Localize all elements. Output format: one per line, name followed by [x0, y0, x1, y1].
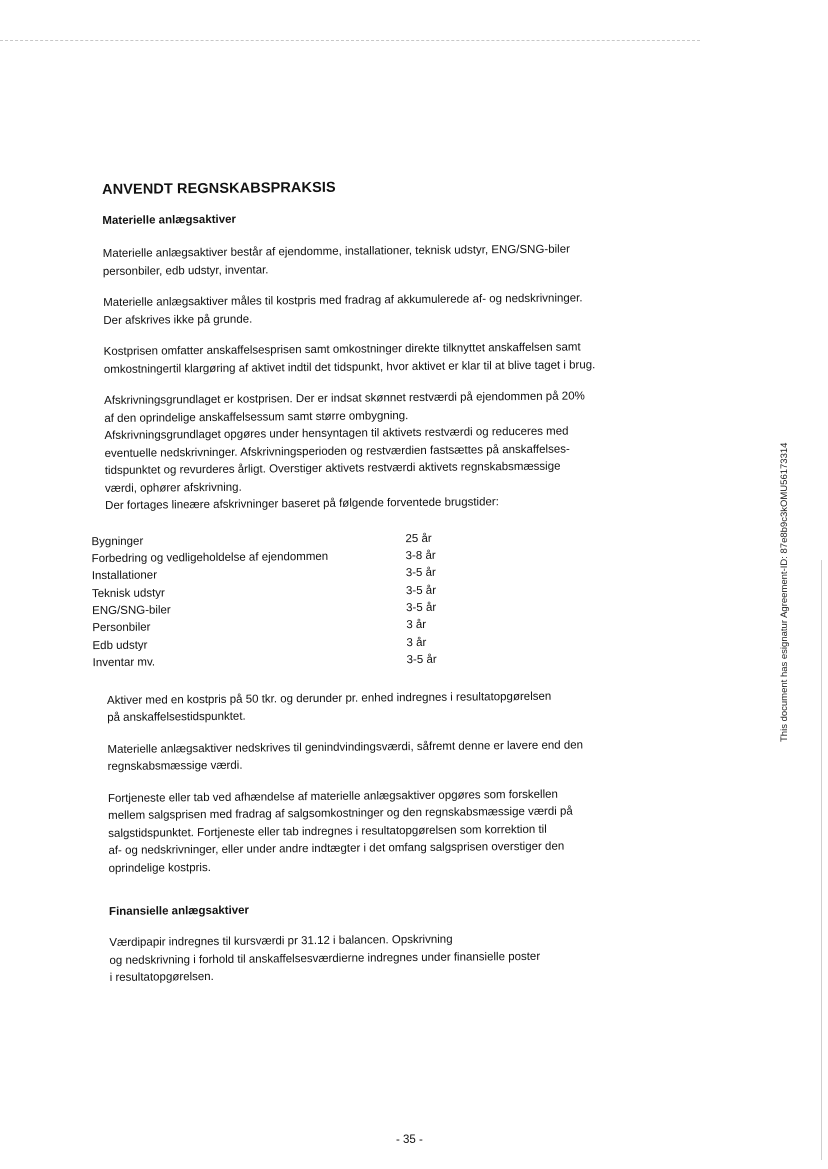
- lifetime-asset: Teknisk udstyr: [91, 587, 165, 600]
- esignature-agreement-note: This document has esignatur Agreement-ID: 87e8b9c3kOMU56173314: [779, 442, 790, 742]
- lifetime-asset: ENG/SNG-biler: [92, 604, 171, 618]
- paragraph-disposal-gains: Fortjeneste eller tab ved afhændelse af materielle anlægsaktiver opgøres som forskellen mellem salgsprisen med fradrag af salgsomkostninger og den regnskabsmæssige værdi på salgstidspunktet. Fortjeneste eller tab indregnes i resultatopgørelsen som korrektion til af- og nedskrivninger, eller under andre indtægter i det omfang salgsprisen overstiger den oprindelige kostpris.: [107, 788, 573, 875]
- scan-artifact-right-edge: [821, 560, 822, 1160]
- lifetime-asset: Installationer: [91, 569, 158, 583]
- lifetime-years: 3-5 år: [405, 584, 437, 597]
- document-body: [91, 175, 670, 988]
- paragraph-impairment: Materielle anlægsaktiver nedskrives til genindvindingsværdi, såfremt denne er lavere end den regnskabsmæssige værdi.: [107, 739, 584, 774]
- section-heading-financial-assets: Finansielle anlægsaktiver: [108, 904, 250, 919]
- lifetime-asset: Inventar mv.: [92, 656, 156, 670]
- section-heading-tangible-assets: Materielle anlægsaktiver: [102, 213, 237, 227]
- page-number: - 35 -: [396, 1134, 423, 1146]
- paragraph-measurement: Materielle anlægsaktiver måles til kostpris med fradrag af akkumulerede af- og nedskrivninger. Der afskrives ikke på grunde.: [103, 292, 583, 327]
- lifetime-years: 3-5 år: [405, 567, 436, 580]
- useful-lifetimes-table: [91, 528, 666, 673]
- lifetime-asset: Bygninger: [91, 535, 144, 548]
- document-title: ANVENDT REGNSKABSPRAKSIS: [102, 179, 336, 198]
- lifetime-years: 25 år: [405, 532, 432, 545]
- paragraph-low-value-assets: Aktiver med en kostpris på 50 tkr. og derunder pr. enhed indregnes i resultatopgørelsen på anskaffelsestidspunktet.: [106, 690, 552, 725]
- lifetime-asset: Edb udstyr: [92, 639, 148, 652]
- lifetime-years: 3 år: [406, 619, 427, 632]
- paragraph-depreciation-basis: Afskrivningsgrundlaget er kostprisen. Der er indsat skønnet restværdi på ejendommen på 20% af den oprindelige anskaffelsessum samt større ombygning. Afskrivningsgrundlaget opgøres under hensyntagen til aktivets restværdi og reduceres med eventuelle nedskrivninger. Afskrivningsperioden og restværdien fastsættes på anskaffelses- tidspunktet og revurderes årligt. Overstiger aktivets restværdi aktivets regnskabsmæssige værdi, ophører afskrivning. Der fortages lineære afskrivninger baseret på følgende forventede brugstider:: [104, 390, 585, 512]
- lifetime-years: 3 år: [406, 636, 427, 649]
- lifetime-asset: Personbiler: [92, 622, 151, 635]
- lifetime-asset: Forbedring og vedligeholdelse af ejendommen: [91, 550, 329, 566]
- scan-artifact-top-line: [0, 40, 700, 41]
- paragraph-assets-composition: Materielle anlægsaktiver består af ejendomme, installationer, teknisk udstyr, ENG/SNG-biler personbiler, edb udstyr, inventar.: [102, 243, 570, 278]
- paragraph-securities: Værdipapir indregnes til kursværdi pr 31.12 i balancen. Opskrivning og nedskrivning i forhold til anskaffelsesværdierne indregnes under finansielle poster i resultatopgørelsen.: [109, 933, 541, 985]
- lifetime-years: 3-8 år: [405, 549, 436, 562]
- lifetime-years: 3-5 år: [406, 601, 437, 615]
- lifetime-years: 3-5 år: [406, 654, 437, 667]
- paragraph-cost-price: Kostprisen omfatter anskaffelsesprisen samt omkostninger direkte tilknyttet anskaffelsen samt omkostningertil klargøring af aktivet indtil det tidspunkt, hvor aktivet er klar til at blive taget i brug.: [103, 341, 596, 376]
